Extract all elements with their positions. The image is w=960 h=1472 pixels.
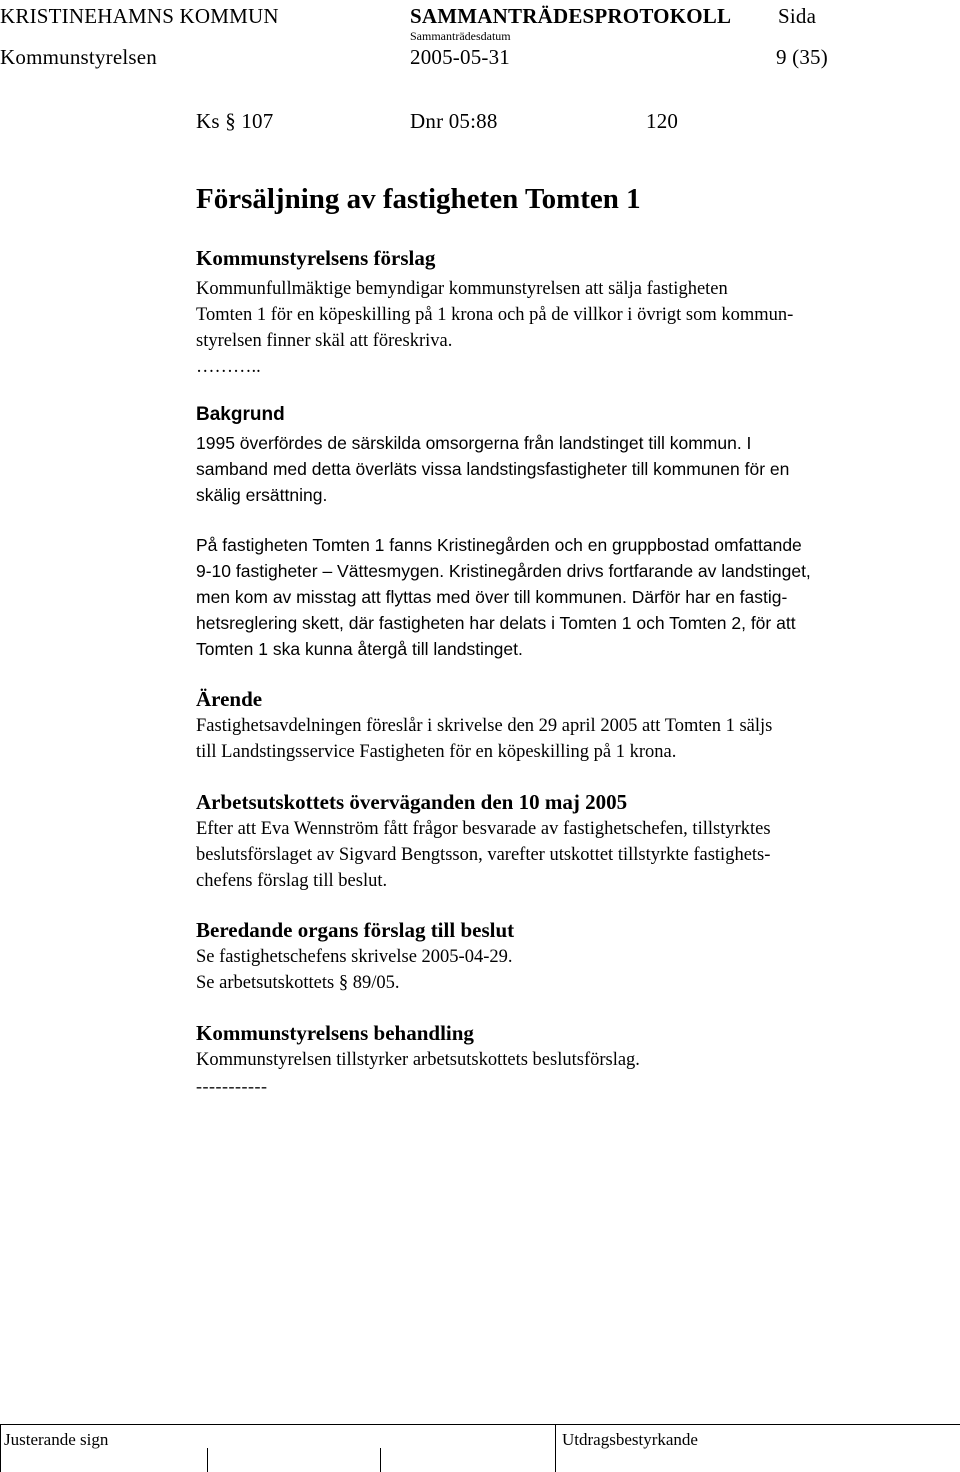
background-line: 1995 överfördes de särskilda omsorgerna från landstinget till kommun. I	[196, 433, 752, 453]
case-code: 120	[646, 109, 679, 133]
preparatory-line: Se fastighetschefens skrivelse 2005-04-29.	[196, 947, 513, 967]
footer-left-rule	[0, 1424, 1, 1472]
background-heading: Bakgrund	[196, 404, 285, 425]
extract-label: Utdragsbestyrkande	[562, 1430, 698, 1449]
page-label: Sida	[778, 4, 817, 28]
background-para-1	[196, 430, 896, 508]
background-line: 9-10 fastigheter – Vättesmygen. Kristinegården drivs fortfarande av landstinget,	[196, 561, 811, 581]
extract-divider	[555, 1424, 556, 1472]
body-name: Kommunstyrelsen	[0, 45, 157, 69]
proposal-ellipsis: ………..	[196, 357, 261, 377]
proposal-line: Tomten 1 för en köpeskilling på 1 krona och på de villkor i övrigt som kommun-	[196, 305, 794, 325]
matter-line: Fastighetsavdelningen föreslår i skrivelse den 29 april 2005 att Tomten 1 säljs	[196, 716, 773, 736]
proposal-heading: Kommunstyrelsens förslag	[196, 246, 436, 270]
background-line: samband med detta överläts vissa landstingsfastigheter till kommunen för en	[196, 459, 790, 479]
background-line: skälig ersättning.	[196, 485, 328, 505]
background-line: Tomten 1 ska kunna återgå till landstinget.	[196, 639, 523, 659]
committee-line: Efter att Eva Wennström fått frågor besvarade av fastighetschefen, tillstyrktes	[196, 819, 771, 839]
background-line: hetsreglering skett, där fastigheten har delats i Tomten 1 och Tomten 2, för att	[196, 613, 796, 633]
page-title: Försäljning av fastigheten Tomten 1	[196, 183, 641, 215]
handling-text	[196, 1047, 896, 1099]
proposal-line: Kommunfullmäktige bemyndigar kommunstyrelsen att sälja fastigheten	[196, 279, 728, 299]
committee-text	[196, 816, 896, 894]
background-line: På fastigheten Tomten 1 fanns Kristinegården och en gruppbostad omfattande	[196, 535, 802, 555]
protocol-title: SAMMANTRÄDESPROTOKOLL	[410, 4, 732, 28]
case-dnr: Dnr 05:88	[410, 109, 498, 133]
footer-top-rule	[0, 1424, 960, 1425]
sign-label: Justerande sign	[4, 1430, 109, 1449]
municipality-name: KRISTINEHAMNS KOMMUN	[0, 4, 279, 28]
proposal-text	[196, 276, 896, 380]
matter-heading: Ärende	[196, 687, 263, 711]
preparatory-heading: Beredande organs förslag till beslut	[196, 918, 515, 942]
matter-line: till Landstingsservice Fastigheten för en köpeskilling på 1 krona.	[196, 742, 677, 762]
background-line: men kom av misstag att flyttas med över till kommunen. Därför har en fastig-	[196, 587, 788, 607]
sign-divider	[207, 1448, 208, 1472]
preparatory-text	[196, 944, 896, 996]
committee-line: chefens förslag till beslut.	[196, 871, 388, 891]
committee-line: beslutsförslaget av Sigvard Bengtsson, varefter utskottet tillstyrkte fastighets-	[196, 845, 771, 865]
preparatory-line: Se arbetsutskottets § 89/05.	[196, 973, 400, 993]
meeting-date: 2005-05-31	[410, 45, 510, 69]
matter-text	[196, 713, 896, 765]
page-number: 9 (35)	[776, 45, 828, 69]
committee-heading: Arbetsutskottets överväganden den 10 maj 2005	[196, 790, 628, 814]
handling-line: Kommunstyrelsen tillstyrker arbetsutskottets beslutsförslag.	[196, 1050, 640, 1070]
background-para-2	[196, 532, 896, 662]
meeting-date-label: Sammanträdesdatum	[410, 29, 511, 43]
handling-heading: Kommunstyrelsens behandling	[196, 1021, 474, 1045]
proposal-line: styrelsen finner skäl att föreskriva.	[196, 331, 453, 351]
case-number: Ks § 107	[196, 109, 274, 133]
sign-divider	[380, 1448, 381, 1472]
handling-dashes: -----------	[196, 1076, 268, 1096]
